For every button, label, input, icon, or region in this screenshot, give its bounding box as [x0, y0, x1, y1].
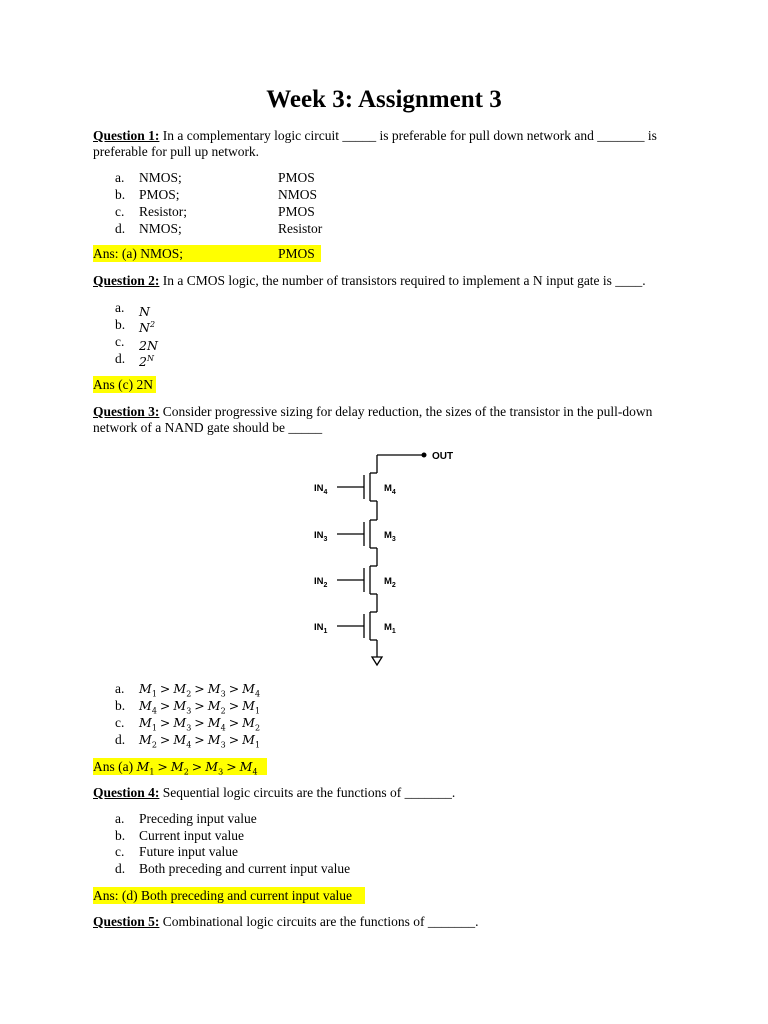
option-letter: b. [115, 187, 126, 202]
greater-than-symbol: > [228, 681, 240, 696]
option-text: Current input value [139, 828, 244, 843]
question-3-option-c [115, 715, 365, 731]
option-letter: c. [115, 715, 125, 730]
question-1 [93, 128, 683, 160]
question-4-text: Sequential logic circuits are the functions of _______. [162, 785, 456, 800]
greater-than-symbol: > [194, 732, 205, 747]
option-letter: c. [115, 334, 125, 349]
transistor-symbol: $M_4$ [139, 698, 157, 716]
answer-inequality [136, 759, 258, 777]
question-4-option-a [115, 811, 515, 827]
question-1-option-a [115, 170, 415, 186]
greater-than-symbol: > [157, 759, 168, 774]
transistor-symbol: $M_2$ [170, 759, 189, 777]
option-letter: c. [115, 844, 125, 859]
option-pullup: Resistor [278, 221, 323, 236]
question-1-text: In a complementary logic circuit _____ is preferable for pull down network and _______ is preferable for pull up network. [93, 128, 657, 159]
transistor-m1-label: $M_1$ [384, 622, 396, 635]
option-letter: a. [115, 300, 125, 315]
option-letter: d. [115, 861, 126, 876]
question-3-option-a [115, 681, 365, 697]
option-pullup: PMOS [278, 204, 315, 219]
question-4-answer: Ans: (d) Both preceding and current input value [93, 887, 365, 904]
transistor-symbol: $M_2$ [242, 715, 261, 733]
transistor-symbol: $M_4$ [173, 732, 192, 750]
option-pulldown: Resistor; [139, 204, 188, 219]
question-1-option-c [115, 204, 415, 220]
question-1-answer [93, 245, 321, 262]
greater-than-symbol: > [226, 759, 237, 774]
option-pulldown: PMOS; [139, 187, 180, 202]
option-text: Future input value [139, 844, 238, 859]
greater-than-symbol: > [159, 698, 171, 713]
option-letter: b. [115, 828, 126, 843]
input-in1-label: $IN_1$ [314, 622, 328, 635]
transistor-symbol: $M_1$ [242, 698, 261, 716]
question-5-label: Question 5: [93, 914, 160, 929]
transistor-m4-label: $M_4$ [384, 483, 396, 496]
transistor-symbol: $M_3$ [205, 759, 224, 777]
question-4-option-d [115, 861, 515, 877]
answer-pullup: PMOS [278, 246, 315, 261]
question-3 [93, 404, 683, 436]
question-5 [93, 914, 683, 930]
input-in2-label: $IN_2$ [314, 576, 328, 589]
question-1-label: Question 1: [93, 128, 160, 143]
question-3-text: Consider progressive sizing for delay reduction, the sizes of the transistor in the pull-down network of a NAND gate should be _____ [93, 404, 653, 435]
option-base: 2 [139, 354, 147, 370]
option-pulldown: NMOS; [139, 170, 182, 185]
greater-than-symbol: > [159, 715, 171, 730]
option-exponent: 2 [149, 320, 156, 329]
greater-than-symbol: > [228, 732, 240, 747]
option-pullup: NMOS [278, 187, 318, 202]
transistor-symbol: $M_4$ [207, 715, 226, 733]
question-4 [93, 785, 683, 801]
option-letter: c. [115, 204, 125, 219]
question-3-label: Question 3: [93, 404, 160, 419]
transistor-m2-label: $M_2$ [384, 576, 396, 589]
option-letter: a. [115, 681, 125, 696]
question-2-option-a [115, 300, 315, 320]
transistor-symbol: $M_3$ [173, 715, 192, 733]
question-2 [93, 273, 683, 289]
question-4-option-c [115, 844, 515, 860]
greater-than-symbol: > [228, 698, 240, 713]
transistor-symbol: $M_1$ [242, 732, 261, 750]
transistor-m3-label: $M_3$ [384, 530, 396, 543]
out-label: OUT [432, 451, 454, 462]
transistor-symbol: $M_1$ [139, 681, 157, 699]
page-title: Week 3: Assignment 3 [266, 86, 502, 113]
question-3-option-d [115, 732, 365, 748]
question-3-option-b [115, 698, 365, 714]
greater-than-symbol: > [159, 681, 171, 696]
question-2-option-c [115, 334, 315, 354]
transistor-symbol: $M_3$ [207, 732, 226, 750]
input-in4-label: $IN_4$ [314, 483, 328, 496]
option-exponent: N [146, 354, 154, 363]
option-base: 2N [139, 338, 158, 354]
option-letter: a. [115, 170, 125, 185]
option-pulldown: NMOS; [139, 221, 182, 236]
transistor-symbol: $M_2$ [207, 698, 226, 716]
question-2-option-b [115, 317, 315, 336]
question-2-text: In a CMOS logic, the number of transistors required to implement a N input gate is ____. [162, 273, 646, 288]
option-letter: d. [115, 351, 126, 366]
greater-than-symbol: > [228, 715, 240, 730]
output-node [422, 453, 427, 458]
transistor-symbol: $M_1$ [136, 759, 155, 777]
transistor-symbol: $M_2$ [173, 681, 192, 699]
answer-pulldown: Ans: (a) NMOS; [93, 246, 183, 261]
option-letter: b. [115, 698, 126, 713]
input-in3-label: $IN_3$ [314, 530, 328, 543]
transistor-symbol: $M_4$ [239, 759, 258, 777]
option-letter: b. [115, 317, 126, 332]
option-letter: d. [115, 732, 126, 747]
question-4-label: Question 4: [93, 785, 160, 800]
transistor-symbol: $M_4$ [242, 681, 261, 699]
question-2-label: Question 2: [93, 273, 160, 288]
transistor-symbol: $M_2$ [139, 732, 157, 750]
inequality [139, 732, 260, 754]
option-pullup: PMOS [278, 170, 315, 185]
question-2-answer: Ans (c) 2N [93, 376, 156, 393]
question-2-option-d [115, 351, 315, 370]
option-text: Both preceding and current input value [139, 861, 351, 876]
option-base: N [139, 304, 150, 320]
option-letter: d. [115, 221, 126, 236]
question-3-answer [93, 758, 267, 775]
greater-than-symbol: > [191, 759, 203, 774]
transistor-symbol: $M_3$ [207, 681, 226, 699]
nand-pulldown-diagram [300, 445, 470, 675]
answer-prefix: Ans (a) [93, 759, 134, 774]
question-5-text: Combinational logic circuits are the functions of _______. [162, 914, 479, 929]
greater-than-symbol: > [159, 732, 171, 747]
transistor-symbol: $M_1$ [139, 715, 157, 733]
option-letter: a. [115, 811, 125, 826]
option-base: N [139, 320, 150, 336]
greater-than-symbol: > [194, 698, 205, 713]
transistor-symbol: $M_3$ [173, 698, 192, 716]
greater-than-symbol: > [194, 681, 205, 696]
question-1-option-d [115, 221, 415, 237]
question-1-option-b [115, 187, 415, 203]
greater-than-symbol: > [194, 715, 205, 730]
question-4-option-b [115, 828, 515, 844]
option-text: Preceding input value [139, 811, 257, 826]
